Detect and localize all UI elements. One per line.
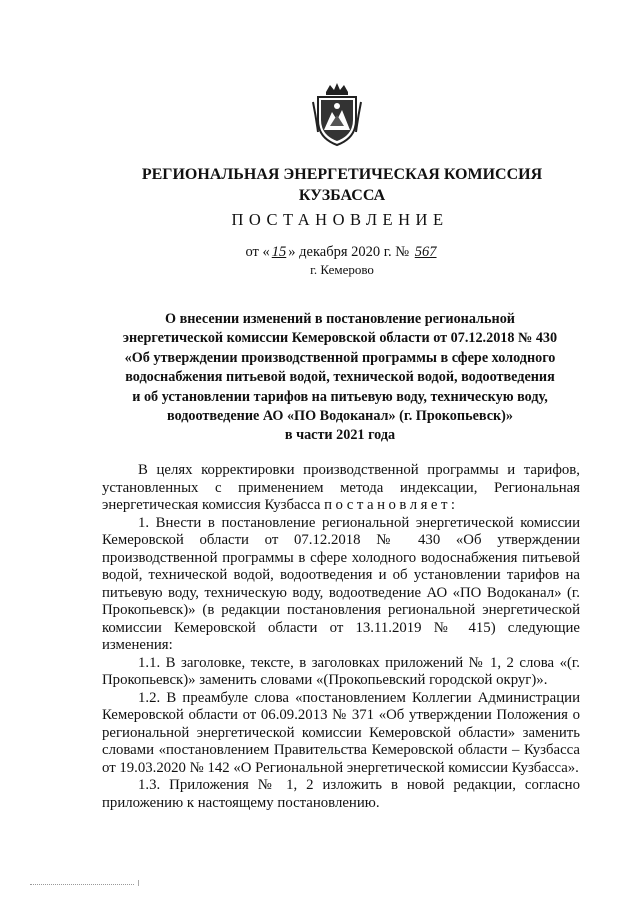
scan-footer-tick [138,880,139,886]
date-day: 15 [271,244,287,260]
subject-line: энергетической комиссии Кемеровской области от 07.12.2018 № 430 [122,330,558,347]
document-number: 567 [414,244,437,260]
subject-line: водоотведение АО «ПО Водоканал» (г. Прокопьевск)» [167,408,513,425]
decree-word: постановляет: [324,497,459,513]
document-type: ПОСТАНОВЛЕНИЕ [231,210,449,229]
document-subject [100,310,580,446]
subject-line: водоснабжения питьевой водой, технической водой, водоотведения [125,369,555,386]
agency-name-line1: РЕГИОНАЛЬНАЯ ЭНЕРГЕТИЧЕСКАЯ КОМИССИЯ [141,166,543,183]
agency-name-line2: КУЗБАССА [298,187,386,204]
subject-line: О внесении изменений в постановление региональной [165,311,515,327]
document-date-line [0,243,640,261]
subject-line: и об установлении тарифов на питьевую воду, техническую воду, [132,388,548,405]
subject-line: в части 2021 года [284,427,396,444]
paragraph-1-1: 1.1. В заголовке, тексте, в заголовках приложений № 1, 2 слова «(г. Прокопьевск)» заменить словами «(Прокопьевский городской округ)». [102,654,580,688]
paragraph-1: 1. Внести в постановление региональной энергетической комиссии Кемеровской области от 07.12.2018 № 430 «Об утверждении производственной программы в сфере холодного водоснабжения питьевой водой, технической водой, водоотведения и об установлении тарифов на питьевую воду, техническую воду, водоотведение АО «ПО Водоканал» (г. Прокопьевск)» (в редакции постановления региональной энергетической комиссии Кемеровской области от 13.11.2019 № 415) следующие изменения: [102,514,580,653]
scan-footer-mark [30,884,134,886]
agency-name [0,164,640,206]
coat-of-arms-icon [312,82,362,148]
subject-line: «Об утверждении производственной программы в сфере холодного [124,349,556,366]
preamble-paragraph [102,462,580,515]
date-prefix: от « [245,244,270,260]
paragraph-1-3: 1.3. Приложения № 1, 2 изложить в новой редакции, согласно приложению к настоящему постановлению. [102,777,580,811]
document-city: г. Кемерово [310,262,374,277]
date-middle: » декабря 2020 г. № [288,244,410,260]
document-body [102,462,580,812]
paragraph-1-2: 1.2. В преамбуле слова «постановлением Коллегии Администрации Кемеровской области от 06.09.2013 № 371 «Об утверждении Положения о региональной энергетической комиссии Кемеровской области» заменить словами «постановлением Правительства Кемеровской области – Кузбасса от 19.03.2020 № 142 «О Региональной энергетической комиссии Кузбасса». [102,689,580,776]
preamble-text: В целях корректировки производственной программы и тарифов, установленных с применением метода индексации, Региональная энергетическая комиссия Кузбасса [102,462,580,513]
